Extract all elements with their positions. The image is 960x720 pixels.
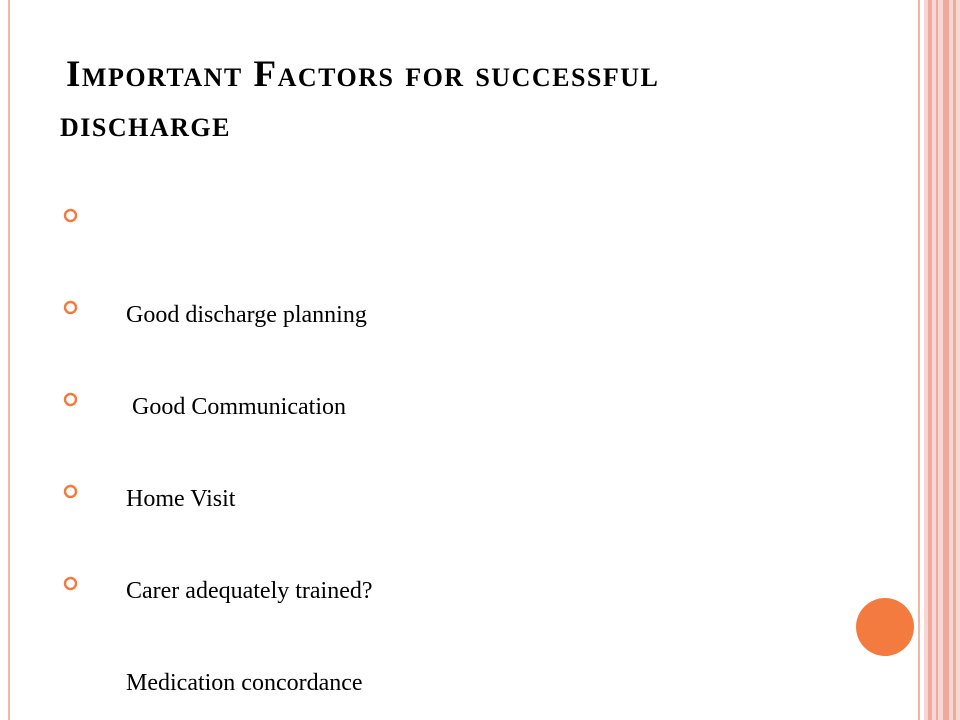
bullet-item (62, 190, 373, 328)
title-line-1: Important Factors for successful (66, 54, 660, 95)
bullet-text: Home Visit (126, 486, 236, 512)
bullet-icon (62, 391, 79, 408)
slide-title (62, 50, 902, 150)
accent-circle (856, 598, 914, 656)
bullet-item (62, 558, 373, 696)
bullet-icon (62, 299, 79, 316)
bullet-text: Medication concordance (126, 670, 363, 696)
decorative-stripe (928, 0, 932, 720)
bullet-text: Carer adequately trained? (126, 578, 373, 604)
left-frame-line (8, 0, 10, 720)
bullet-text: Good discharge planning (126, 302, 367, 328)
title-line-2: discharge (60, 104, 231, 145)
decorative-stripe (936, 0, 938, 720)
bullet-item (62, 466, 373, 604)
bullet-item (62, 282, 373, 420)
right-frame-line (918, 0, 920, 720)
bullet-list (62, 190, 373, 696)
bullet-text: Good Communication (126, 394, 346, 420)
decorative-stripe (953, 0, 956, 720)
decorative-stripe (943, 0, 949, 720)
bullet-icon (62, 575, 79, 592)
bullet-item (62, 374, 373, 512)
bullet-icon (62, 483, 79, 500)
bullet-icon (62, 207, 79, 224)
